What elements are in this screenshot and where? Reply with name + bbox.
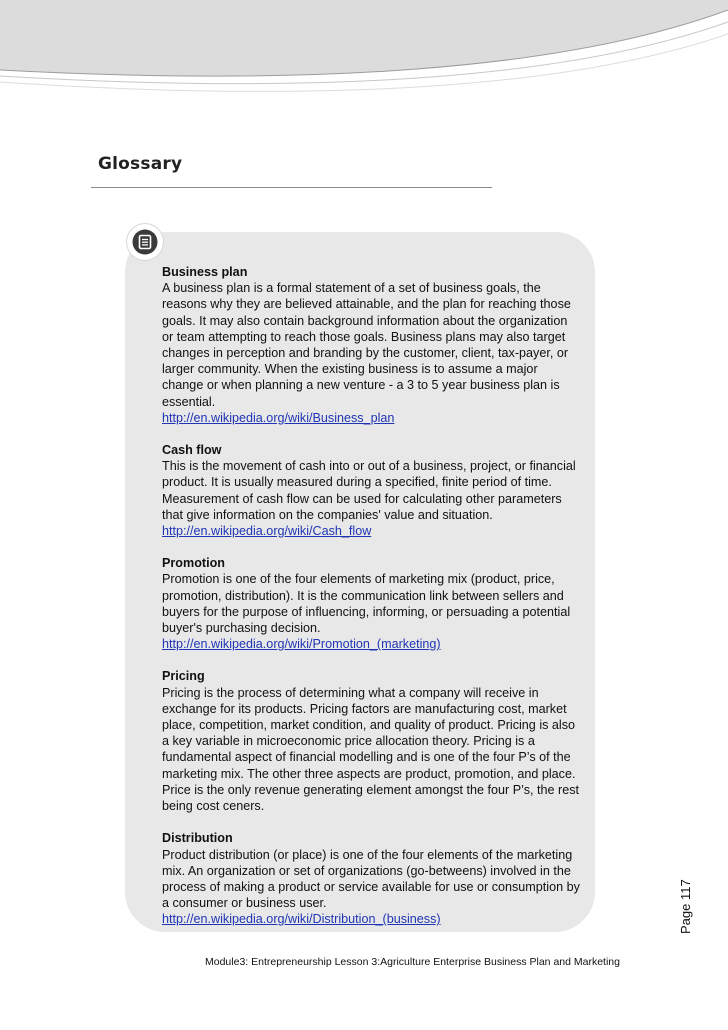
glossary-term: Cash flow (162, 443, 222, 458)
glossary-definition: This is the movement of cash into or out of a business, project, or financial product. It is usually measured during a specified, finite period of time. Measurement of cash flow can be used for calculating other parameters that give information on the companies' value and situation. (162, 459, 576, 522)
title-divider (91, 187, 492, 188)
glossary-entry-business-plan (162, 264, 582, 426)
page-title: Glossary (98, 154, 183, 174)
glossary-definition: Pricing is the process of determining what a company will receive in exchange for its products. Pricing factors are manufacturing cost, market place, competition, market condition, and quality of product. Pricing is also a key variable in microeconomic price allocation theory. Pricing is a fundamental aspect of financial modelling and is one of the four P’s of the marketing mix. The other three aspects are product, promotion, and place. Price is the only revenue generating element amongst the four P’s, the rest being cost ceners. (162, 685, 579, 814)
glossary-definition: Product distribution (or place) is one of the four elements of the marketing mix. An organization or set of organizations (go-betweens) involved in the process of making a product or service available for use or consumption by a consumer or business user. (162, 847, 580, 911)
glossary-entry-distribution (162, 830, 582, 927)
header-decoration (0, 0, 728, 125)
glossary-term: Business plan (162, 265, 248, 279)
glossary-term: Distribution (162, 831, 233, 846)
glossary-link[interactable]: http://en.wikipedia.org/wiki/Cash_flow (162, 524, 372, 539)
glossary-entry-cash-flow (162, 442, 582, 539)
glossary-link[interactable]: http://en.wikipedia.org/wiki/Business_plan (162, 410, 395, 425)
glossary-link[interactable]: http://en.wikipedia.org/wiki/Promotion_(marketing) (162, 637, 441, 652)
note-icon (127, 224, 163, 260)
glossary-term: Pricing (162, 669, 205, 684)
glossary-definition: A business plan is a formal statement of a set of business goals, the reasons why they are believed attainable, and the plan for reaching those goals. It may also contain background information about the organization or team attempting to reach those goals. Business plans may also target changes in perception and branding by the customer, client, tax-payer, or larger community. When the existing business is to assume a major change or when planning a new venture - a 3 to 5 year business plan is essential. (162, 281, 571, 409)
glossary-link[interactable]: http://en.wikipedia.org/wiki/Distribution_(business) (162, 912, 441, 927)
page-number: Page 117 (678, 879, 693, 934)
glossary-definition: Promotion is one of the four elements of marketing mix (product, price, promotion, distribution). It is the communication link between sellers and buyers for the purpose of influencing, informing, or persuading a potential buyer's purchasing decision. (162, 572, 571, 636)
glossary-list (162, 264, 582, 944)
footer-text: Module3: Entrepreneurship Lesson 3:Agriculture Enterprise Business Plan and Marketing (205, 956, 620, 968)
glossary-entry-promotion (162, 555, 582, 652)
glossary-term: Promotion (162, 556, 225, 571)
glossary-entry-pricing (162, 668, 582, 814)
note-icon-glyph (132, 229, 158, 255)
